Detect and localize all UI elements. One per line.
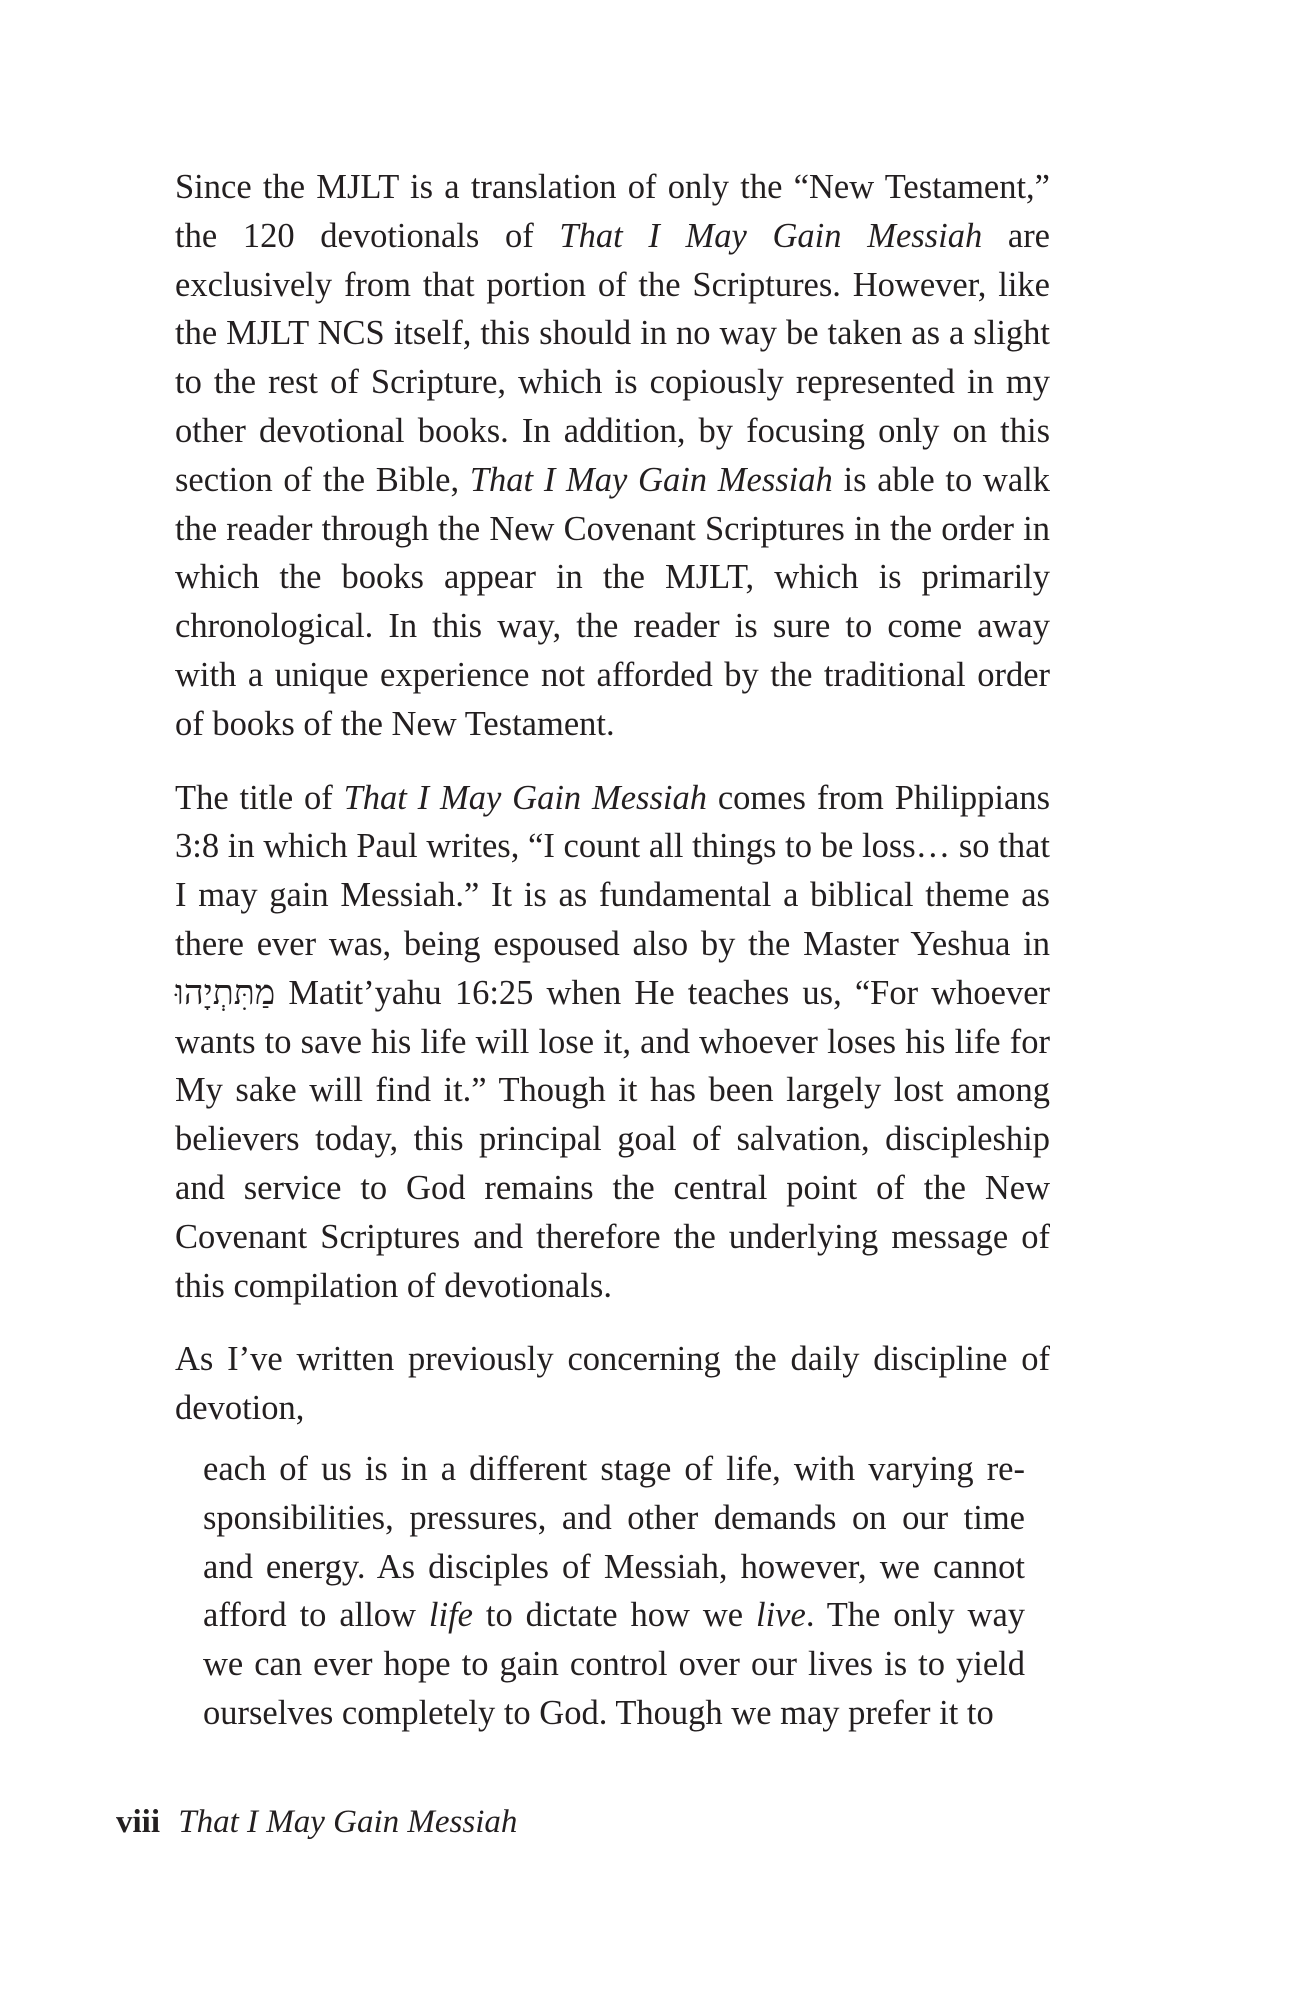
book-title-italic: That I May Gain Messiah	[559, 216, 983, 255]
text-run: The title of	[175, 778, 344, 817]
text-run: are exclusively from that portion of the Scriptures. However, like the MJLT NCS itself, this should in no way be taken as a slight to the rest of Scripture, which is copiously represented in my other devotional books. In addition, by focusing only on this section of the Bible,	[175, 216, 1050, 499]
book-title-italic: That I May Gain Messiah	[343, 778, 707, 817]
block-quote	[203, 1445, 1025, 1738]
paragraph-3	[175, 1335, 1050, 1433]
book-title-italic: That I May Gain Messiah	[469, 460, 833, 499]
page-footer	[116, 1802, 517, 1842]
text-run: Since the MJLT is a translation of only the “New Testament,” the 120 devotionals of	[175, 168, 1050, 255]
running-title: That I May Gain Messiah	[178, 1804, 518, 1840]
text-run: is able to walk the reader through the New Covenant Scriptures in the order in which the books appear in the MJLT, which is primarily chronological. In this way, the reader is sure to come away with a unique experience not afforded by the traditional order of books of the New Testament.	[175, 460, 1050, 743]
text-run: each of us is in a different stage of life, with varying responsibilities, pressures, and other demands on our time and energy. As disciples of Messiah, however, we cannot afford to allow	[203, 1449, 1025, 1635]
text-run: . The only way we can ever hope to gain control over our lives is to yield ourselves completely to God. Though we may prefer it to	[203, 1596, 1026, 1732]
paragraph-2	[175, 774, 1050, 1311]
page-number: viii	[116, 1804, 161, 1840]
text-run: comes from Philippians 3:8 in which Paul writes, “I count all things to be loss… so that I may gain Messiah.” It is as fundamental a biblical theme as there ever was, being espoused also by the Master Yeshua in מַתִּתְיָהוּ Matit’yahu 16:25 when He teaches us, “For whoever wants to save his life will lose it, and whoever loses his life for My sake will find it.” Though it has been largely lost among believers today, this principal goal of salvation, discipleship and service to God remains the central point of the New Covenant Scriptures and therefore the underlying message of this compilation of devotionals.	[175, 778, 1050, 1305]
body-text	[175, 163, 1050, 1738]
emphasis-italic: live	[756, 1596, 806, 1635]
text-run: to dictate how we	[472, 1596, 757, 1635]
emphasis-italic: life	[428, 1596, 473, 1635]
paragraph-1	[175, 163, 1050, 749]
text-run: As I’ve written previously concerning the daily discipline of devotion,	[175, 1340, 1050, 1428]
